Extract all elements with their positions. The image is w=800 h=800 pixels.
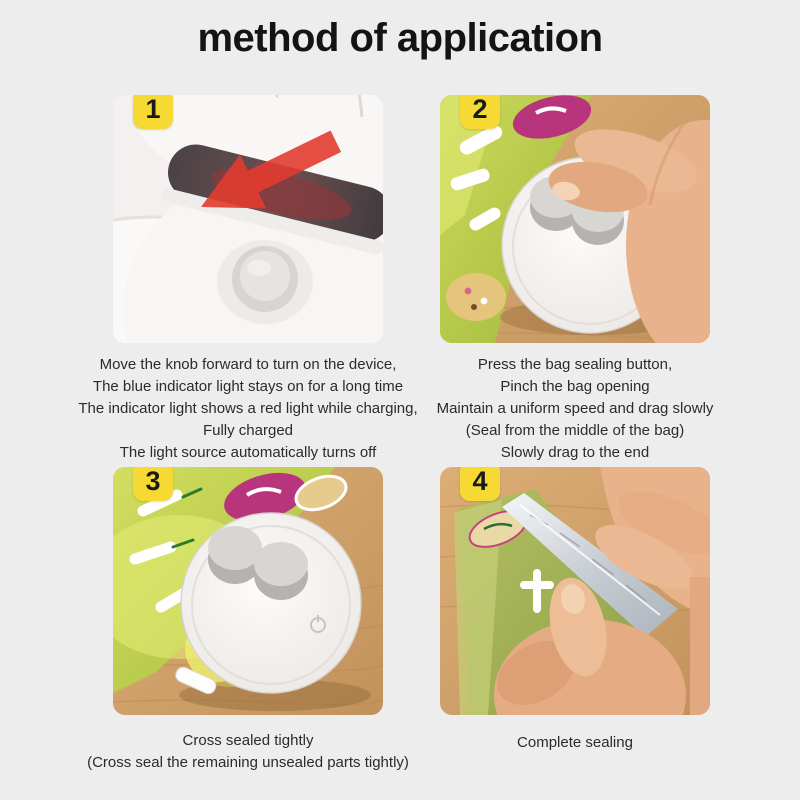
cookie-print	[446, 273, 506, 321]
caption-line: The blue indicator light stays on for a long time	[92, 378, 404, 395]
step4-photo	[440, 467, 710, 715]
caption-line: (Seal from the middle of the bag)	[465, 422, 685, 439]
step1-photo	[113, 95, 383, 343]
caption-line: (Cross seal the remaining unsealed parts tightly)	[87, 754, 409, 771]
caption-line: Slowly drag to the end	[500, 444, 650, 461]
sealer-device-body	[113, 95, 383, 343]
step2-number-badge: 2	[460, 95, 500, 129]
caption-line: The indicator light shows a red light while charging,	[78, 400, 418, 417]
sealer-on-bag-scene	[113, 467, 383, 715]
power-knob	[217, 240, 313, 324]
page-title: method of application	[197, 16, 603, 60]
caption-line: The light source automatically turns off	[119, 444, 377, 461]
device-knob-closeup-scene	[113, 95, 383, 343]
caption-line: Complete sealing	[517, 734, 633, 751]
step3-number-badge: 3	[133, 467, 173, 501]
hand-pressing-sealer-scene	[440, 95, 710, 343]
step2-photo	[440, 95, 710, 343]
sealed-bag-hands-scene	[440, 467, 710, 715]
caption-line: Press the bag sealing button,	[477, 356, 673, 373]
step4-number-badge: 4	[460, 467, 500, 501]
caption-line: Fully charged	[202, 422, 294, 439]
step3-caption	[54, 730, 442, 774]
step2-caption	[404, 354, 746, 464]
caption-line: Cross sealed tightly	[182, 732, 314, 749]
step1-number-badge: 1	[133, 95, 173, 129]
caption-line: Move the knob forward to turn on the device,	[99, 356, 397, 373]
caption-line: Pinch the bag opening	[500, 378, 650, 395]
step4-caption	[404, 732, 746, 754]
caption-line: Maintain a uniform speed and drag slowly	[436, 400, 714, 417]
step3-photo	[113, 467, 383, 715]
step1-caption	[54, 354, 442, 464]
